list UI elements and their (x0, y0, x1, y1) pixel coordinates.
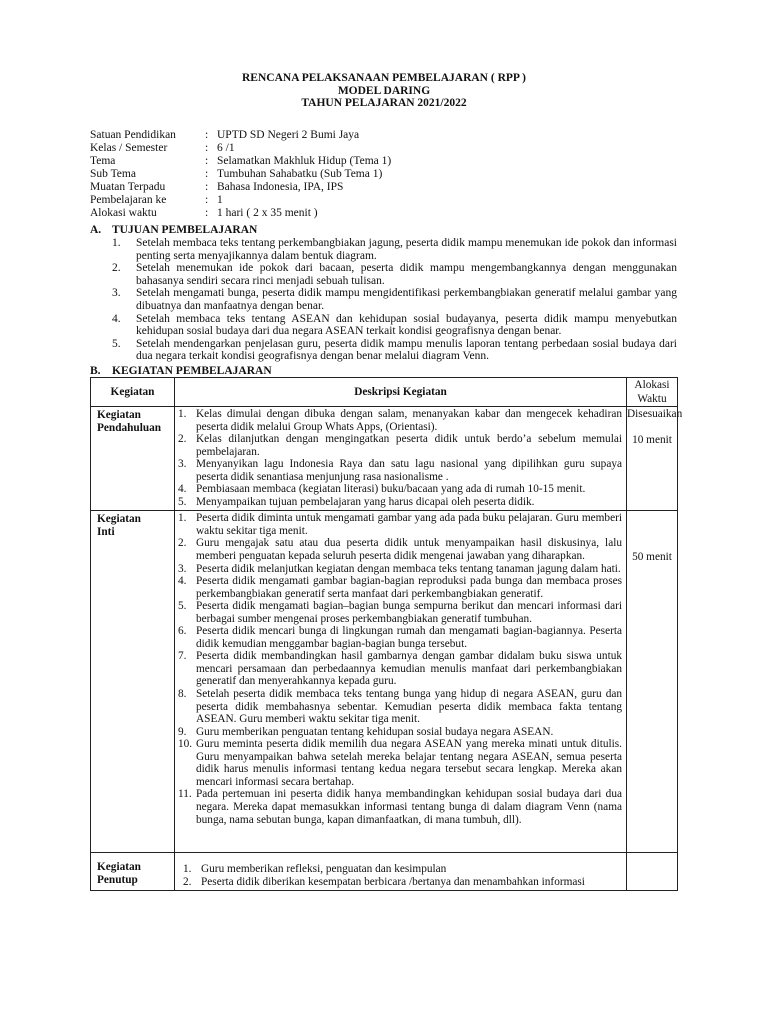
list-item (183, 876, 622, 889)
list-item (112, 287, 677, 312)
list-item (178, 483, 622, 496)
phase-label: Kegiatan (97, 409, 141, 421)
identity-label: Alokasi waktu (90, 207, 157, 219)
list-text: Setelah mendengarkan penjelasan guru, peserta didik mampu menulis laporan tentang perbedaan sosial budaya dari dua negara terkait kondisi geografisnya dengan benar melalui diagram Venn. (136, 337, 677, 363)
identity-value: Bahasa Indonesia, IPA, IPS (217, 181, 344, 193)
list-text: Peserta didik diberikan kesempatan berbicara /bertanya dan menambahkan informasi (201, 875, 585, 888)
list-text: Peserta didik mengamati bagian–bagian bunga sempurna berikut dan mencari informasi dari berbagai sumber mengenai proses perkembangbiakan generatif tumbuhan. (196, 600, 622, 625)
list-number: 5. (112, 337, 121, 350)
phase-label-cell (91, 407, 175, 511)
identity-label: Sub Tema (90, 168, 136, 180)
section-title: TUJUAN PEMBELAJARAN (112, 224, 258, 236)
document-title (0, 72, 768, 110)
phase-label: Inti (97, 526, 115, 539)
list-item (112, 313, 677, 338)
activities-table (90, 377, 683, 891)
list-number: 9. (178, 725, 187, 738)
identity-value: Tumbuhan Sahabatku (Sub Tema 1) (217, 168, 383, 180)
table-row-inti (91, 511, 678, 853)
title-line-1: RENCANA PELAKSANAAN PEMBELAJARAN ( RPP ) (242, 72, 526, 84)
list-text: Setelah membaca teks tentang perkembangbiakan jagung, peserta didik mampu menemukan ide pokok dan informasi penting serta menyajikannya dalam bentuk diagram. (136, 237, 677, 262)
section-a-heading (90, 224, 257, 236)
list-item (178, 625, 622, 650)
list-number: 2. (183, 875, 192, 888)
list-text: Pada pertemuan ini peserta didik hanya membandingkan kehidupan sosial budaya dari dua negara. Mereka dapat memasukkan informasi tentang bunga di dalam diagram Venn (nama bunga, nama sebutan bunga, kapan dimanfaatkan, di mana tumbuh, dll). (196, 788, 622, 826)
description-cell (175, 853, 627, 891)
list-item (183, 863, 622, 876)
header-kegiatan: Kegiatan (91, 378, 175, 407)
list-text: Guru memberikan penguatan tentang kehidupan sosial budaya negara ASEAN. (196, 725, 554, 738)
allocation-value: 10 menit (632, 434, 672, 446)
list-number: 6. (178, 625, 187, 638)
list-text: Pembiasaan membaca (kegiatan literasi) buku/bacaan yang ada di rumah 10-15 menit. (196, 483, 586, 496)
list-item (178, 458, 622, 483)
list-item (178, 575, 622, 600)
table-header-row (91, 378, 678, 407)
table-row-penutup (91, 853, 678, 891)
list-item (178, 738, 622, 788)
list-number: 2. (178, 433, 187, 446)
description-cell (175, 407, 627, 511)
section-title: KEGIATAN PEMBELAJARAN (112, 365, 272, 377)
allocation-value: Disesuaikan (627, 408, 683, 420)
list-item (178, 788, 622, 826)
list-number: 10. (178, 738, 193, 751)
list-number: 2. (112, 262, 121, 275)
list-number: 1. (178, 512, 187, 525)
list-number: 1. (183, 863, 192, 876)
list-text: Kelas dimulai dengan dibuka dengan salam, menanyakan kabar dan mengecek kehadiran peserta didik melalui Group Whats Apps, (Orientasi). (196, 408, 622, 433)
list-number: 8. (178, 688, 187, 701)
list-number: 1. (112, 237, 121, 249)
description-cell (175, 511, 627, 853)
list-text: Kelas dilanjutkan dengan mengingatkan peserta didik untuk berdo’a sebelum memulai pembelajaran. (196, 433, 622, 458)
list-item (178, 600, 622, 625)
identity-value: 6 /1 (217, 142, 235, 154)
list-number: 3. (112, 287, 121, 300)
list-text: Peserta didik membandingkan hasil gambarnya dengan gambar didalam buku siswa untuk mencari persamaan dan perbedaannya kemudian menulis manfaat dari perkembangbiakan generatif dan menyerahkannya kepada guru. (196, 650, 622, 688)
list-number: 3. (178, 458, 187, 471)
list-text: Peserta didik diminta untuk mengamati gambar yang ada pada buku pelajaran. Guru memberi waktu sekitar tiga menit. (196, 512, 622, 537)
list-text: Peserta didik mengamati gambar bagian-bagian reproduksi pada bunga dan membaca proses perkembangbiakan generatif serta manfaat dari perkembangbiakan generatif. (196, 575, 622, 600)
phase-label-cell (91, 511, 175, 853)
identity-value: 1 hari ( 2 x 35 menit ) (217, 207, 318, 219)
phase-label: Penutup (97, 874, 138, 887)
allocation-cell (627, 407, 683, 511)
list-item (178, 726, 622, 739)
table-row-pendahuluan (91, 407, 678, 511)
list-number: 4. (178, 483, 187, 496)
allocation-cell (627, 853, 678, 891)
section-b-heading (90, 365, 272, 377)
identity-row: Alokasi waktu : 1 hari ( 2 x 35 menit ) (90, 207, 318, 219)
title-line-3: TAHUN PELAJARAN 2021/2022 (301, 97, 467, 109)
phase-label: Kegiatan (97, 861, 141, 874)
list-text: Setelah menemukan ide pokok dari bacaan, peserta didik mampu mengembangkannya dengan menggunakan bahasanya sendiri secara rinci menjadi sebuah tulisan. (136, 262, 677, 287)
list-number: 11. (178, 788, 192, 801)
identity-row: Sub Tema : Tumbuhan Sahabatku (Sub Tema 1) (90, 168, 383, 180)
list-number: 5. (178, 495, 187, 508)
identity-row: Tema : Selamatkan Makhluk Hidup (Tema 1) (90, 155, 392, 167)
identity-row: Satuan Pendidikan : UPTD SD Negeri 2 Bumi Jaya (90, 129, 360, 141)
identity-row: Kelas / Semester : 6 /1 (90, 142, 235, 154)
list-text: Guru memberikan refleksi, penguatan dan kesimpulan (201, 863, 447, 876)
list-item (112, 338, 677, 363)
learning-goals-list (112, 237, 677, 363)
list-text: Setelah mengamati bunga, peserta didik mampu mengidentifikasi perkembangbiakan generatif melalui gambar yang dibuatnya dan manfaatnya dengan benar. (136, 287, 677, 312)
list-text: Peserta didik mencari bunga di lingkungan rumah dan mengamati bagian-bagiannya. Peserta didik kemudian menggambar bagian-bagian bunga tersebut. (196, 625, 622, 650)
list-number: 3. (178, 562, 187, 575)
phase-label: Pendahuluan (97, 422, 162, 434)
identity-row: Muatan Terpadu : Bahasa Indonesia, IPA, IPS (90, 181, 344, 193)
list-item (112, 262, 677, 287)
identity-row: Pembelajaran ke : 1 (90, 194, 223, 206)
list-number: 1. (178, 408, 187, 420)
list-item (178, 496, 622, 509)
identity-block (90, 129, 391, 220)
list-item (178, 563, 622, 576)
identity-label: Satuan Pendidikan (90, 129, 176, 141)
identity-label: Kelas / Semester (90, 142, 168, 154)
title-line-2: MODEL DARING (337, 84, 431, 97)
identity-value: UPTD SD Negeri 2 Bumi Jaya (217, 129, 360, 141)
steps-list (175, 407, 626, 510)
list-item (178, 688, 622, 726)
list-text: Guru meminta peserta didik memilih dua negara ASEAN yang mereka minati untuk ditulis. Guru menyampaikan bahwa setelah mereka belajar tentang negara ASEAN, semua peserta didik harus menulis informasi tentang kedua negara tersebut secara lengkap. Mereka akan mencari informasi secara bertahap. (196, 738, 622, 788)
identity-label: Pembelajaran ke (90, 194, 167, 206)
section-letter: B. (90, 365, 101, 377)
list-item (178, 512, 622, 537)
header-alokasi: Alokasi Waktu (627, 378, 678, 407)
list-text: Menyampaikan tujuan pembelajaran yang harus dicapai oleh peserta didik. (196, 495, 535, 508)
identity-value: 1 (217, 194, 223, 206)
list-number: 4. (178, 575, 187, 588)
identity-value: Selamatkan Makhluk Hidup (Tema 1) (217, 155, 392, 167)
identity-label: Muatan Terpadu (90, 181, 166, 193)
allocation-value: 50 menit (632, 551, 672, 564)
list-text: Guru mengajak satu atau dua peserta didik untuk menyampaikan hasil diskusinya, lalu memberi penguatan kepada seluruh peserta didik mengenai jawaban yang diharapkan. (196, 537, 622, 563)
steps-list (175, 853, 626, 890)
list-item (178, 433, 622, 458)
list-number: 2. (178, 537, 187, 550)
list-text: Setelah peserta didik membaca teks tentang bunga yang hidup di negara ASEAN, guru dan peserta didik membahasnya sebentar. Kemudian peserta didik membaca fakta tentang ASEAN. Guru memberi waktu sekitar tiga menit. (196, 688, 622, 726)
list-text: Menyanyikan lagu Indonesia Raya dan satu lagu nasional yang dipilihkan guru supaya peserta didik senantiasa menjunjung rasa nasionalisme . (196, 458, 622, 483)
phase-label: Kegiatan (97, 513, 141, 526)
allocation-cell (627, 511, 678, 853)
identity-label: Tema (90, 155, 116, 167)
steps-list (175, 511, 626, 852)
list-number: 7. (178, 650, 187, 663)
header-deskripsi: Deskripsi Kegiatan (175, 378, 627, 407)
list-item (178, 408, 622, 433)
list-number: 5. (178, 600, 187, 613)
list-text: Peserta didik melanjutkan kegiatan dengan membaca teks tentang tanaman jagung dalam hati. (196, 562, 621, 575)
list-text: Setelah membaca teks tentang ASEAN dan kehidupan sosial budayanya, peserta didik mampu menyebutkan kehidupan sosial budaya dari dua negara ASEAN terkait kondisi geografisnya dengan benar. (136, 312, 677, 338)
list-number: 4. (112, 312, 121, 325)
section-letter: A. (90, 224, 102, 236)
phase-label-cell (91, 853, 175, 891)
list-item (112, 237, 677, 262)
list-item (178, 537, 622, 562)
list-item (178, 650, 622, 688)
